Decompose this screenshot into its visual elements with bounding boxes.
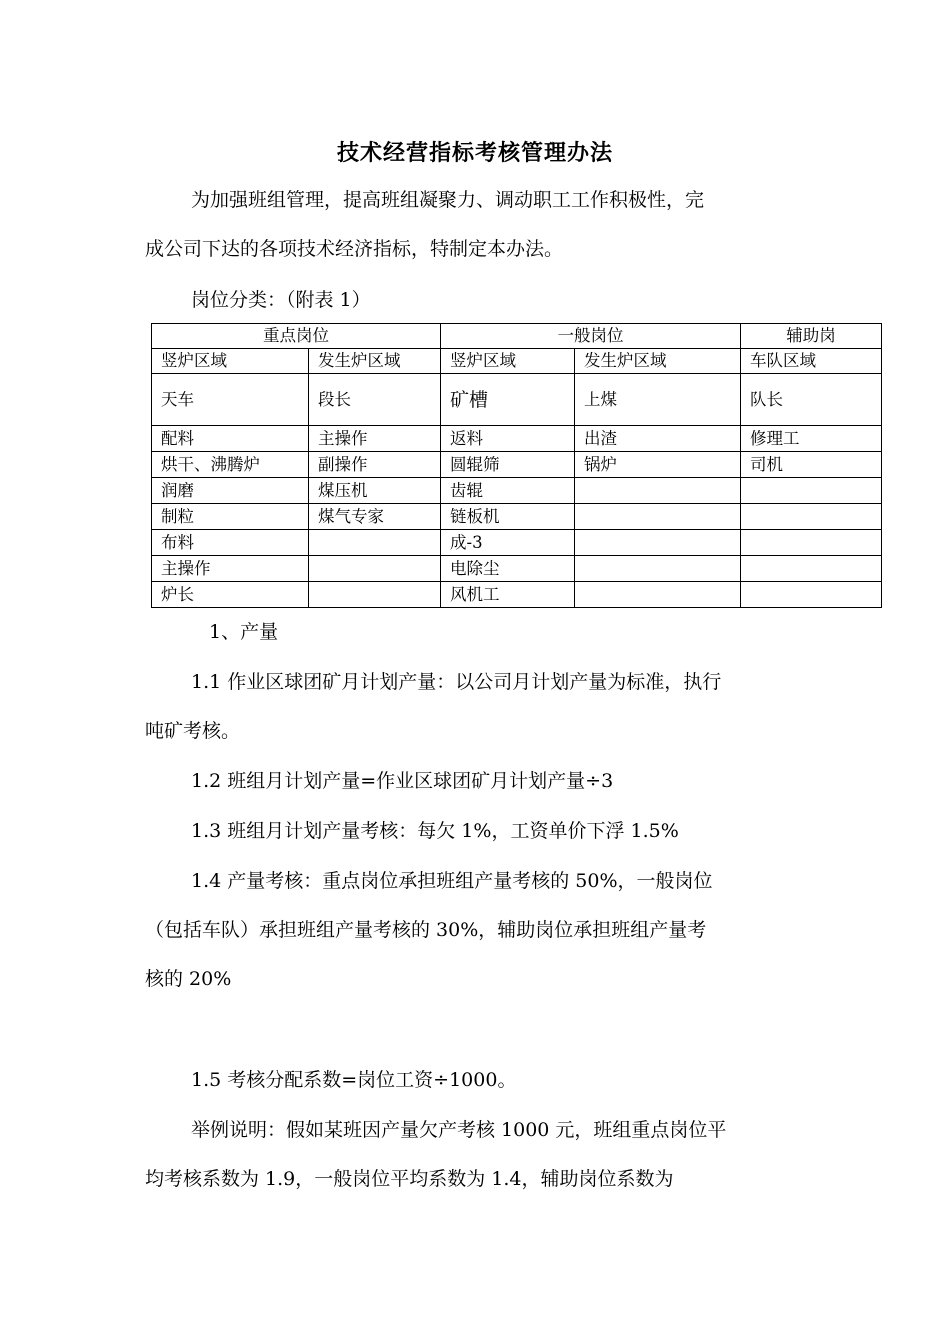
post-classification-table <box>151 323 882 608</box>
section-1-heading-block <box>145 608 805 657</box>
table-cell <box>309 556 441 582</box>
intro-paragraph <box>145 176 805 274</box>
table-cell <box>741 582 882 608</box>
table-cell <box>741 478 882 504</box>
table-cell <box>575 504 741 530</box>
table-cell: 天车 <box>152 374 309 426</box>
table-cell: 链板机 <box>441 504 575 530</box>
table-cell: 出渣 <box>575 426 741 452</box>
table-cell: 配料 <box>152 426 309 452</box>
table-cell: 锅炉 <box>575 452 741 478</box>
section-1-4 <box>145 857 805 1004</box>
classification-label: 岗位分类：（附表 1） <box>191 289 371 311</box>
table-cell: 队长 <box>741 374 882 426</box>
section-1-4-line-3: 核的 20% <box>145 968 232 990</box>
table-cell: 主操作 <box>309 426 441 452</box>
table-cell <box>575 582 741 608</box>
section-1-2-line: 1.2 班组月计划产量=作业区球团矿月计划产量÷3 <box>191 770 614 792</box>
table-cell: 返料 <box>441 426 575 452</box>
table-cell <box>309 582 441 608</box>
classification-paragraph <box>145 276 805 325</box>
table-cell: 主操作 <box>152 556 309 582</box>
subheader-cell: 发生炉区域 <box>309 349 441 374</box>
table-cell: 制粒 <box>152 504 309 530</box>
table-cell: 布料 <box>152 530 309 556</box>
intro-line-2: 成公司下达的各项技术经济指标，特制定本办法。 <box>145 238 564 260</box>
table-row <box>152 582 882 608</box>
table-cell: 成-3 <box>441 530 575 556</box>
table-cell <box>309 530 441 556</box>
group-header-general-posts: 一般岗位 <box>441 324 741 349</box>
intro-line-1: 为加强班组管理，提高班组凝聚力、调动职工工作积极性，完 <box>191 189 705 211</box>
section-1-5 <box>145 1056 805 1105</box>
table-cell <box>575 478 741 504</box>
section-1-3-line: 1.3 班组月计划产量考核：每欠 1%，工资单价下浮 1.5% <box>191 820 679 842</box>
table-cell: 润磨 <box>152 478 309 504</box>
table-cell: 煤气专家 <box>309 504 441 530</box>
table-subheader-row <box>152 349 882 374</box>
subheader-cell: 车队区域 <box>741 349 882 374</box>
section-1-1 <box>145 658 805 756</box>
table-cell: 司机 <box>741 452 882 478</box>
subheader-cell: 发生炉区域 <box>575 349 741 374</box>
document-title: 技术经营指标考核管理办法 <box>336 140 613 166</box>
group-header-key-posts: 重点岗位 <box>152 324 441 349</box>
example-line-1: 举例说明：假如某班因产量欠产考核 1000 元，班组重点岗位平 <box>191 1119 727 1141</box>
table-cell: 矿槽 <box>441 374 575 426</box>
section-1-heading: 1、产量 <box>209 621 279 643</box>
section-1-5-line: 1.5 考核分配系数=岗位工资÷1000。 <box>191 1069 517 1091</box>
section-1-4-line-1: 1.4 产量考核：重点岗位承担班组产量考核的 50%，一般岗位 <box>191 870 713 892</box>
example-paragraph <box>145 1106 805 1204</box>
table-row <box>152 530 882 556</box>
table-cell: 齿辊 <box>441 478 575 504</box>
table-cell <box>741 504 882 530</box>
table-cell: 段长 <box>309 374 441 426</box>
table-cell: 圆辊筛 <box>441 452 575 478</box>
section-1-3 <box>145 807 805 856</box>
table-cell: 修理工 <box>741 426 882 452</box>
table-cell <box>575 556 741 582</box>
table-row <box>152 452 882 478</box>
subheader-cell: 竖炉区域 <box>441 349 575 374</box>
group-header-auxiliary-posts: 辅助岗 <box>741 324 882 349</box>
section-1-2 <box>145 757 805 806</box>
section-1-1-line-2: 吨矿考核。 <box>145 720 241 742</box>
example-line-2: 均考核系数为 1.9，一般岗位平均系数为 1.4，辅助岗位系数为 <box>145 1168 674 1190</box>
table-cell <box>741 556 882 582</box>
table-row <box>152 556 882 582</box>
section-1-1-line-1: 1.1 作业区球团矿月计划产量：以公司月计划产量为标准，执行 <box>191 671 722 693</box>
table-cell: 风机工 <box>441 582 575 608</box>
table-cell: 电除尘 <box>441 556 575 582</box>
table-cell: 煤压机 <box>309 478 441 504</box>
table-group-header-row <box>152 324 882 349</box>
table-cell <box>575 530 741 556</box>
table-row <box>152 426 882 452</box>
table-row <box>152 478 882 504</box>
table-cell: 炉长 <box>152 582 309 608</box>
table-cell: 上煤 <box>575 374 741 426</box>
table-row <box>152 374 882 426</box>
subheader-cell: 竖炉区域 <box>152 349 309 374</box>
table-cell <box>741 530 882 556</box>
section-1-4-line-2: （包括车队）承担班组产量考核的 30%，辅助岗位承担班组产量考 <box>145 919 707 941</box>
table-cell: 烘干、沸腾炉 <box>152 452 309 478</box>
table-row <box>152 504 882 530</box>
table-cell: 副操作 <box>309 452 441 478</box>
